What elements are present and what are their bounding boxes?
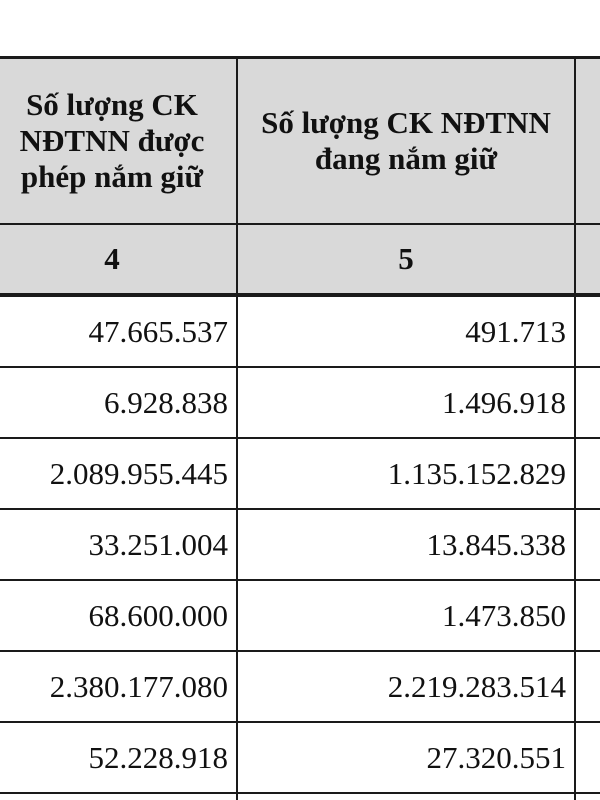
current-holding-cell: 13.845.338 (237, 509, 575, 580)
allowed-holding-cell (0, 793, 237, 800)
table-row (0, 367, 600, 438)
table-row (0, 295, 600, 367)
current-holding-cell: 27.320.551 (237, 722, 575, 793)
table-row (0, 651, 600, 722)
current-holding-cell: 2.219.283.514 (237, 651, 575, 722)
allowed-holding-cell: 47.665.537 (0, 295, 237, 367)
foreign-ownership-table (0, 56, 600, 800)
header-row (0, 58, 600, 225)
table-row (0, 580, 600, 651)
allowed-holding-cell: 2.380.177.080 (0, 651, 237, 722)
table-row (0, 438, 600, 509)
allowed-holding-cell: 33.251.004 (0, 509, 237, 580)
table-row (0, 722, 600, 793)
column-number-row (0, 224, 600, 295)
table-row (0, 793, 600, 800)
next-column-cell (575, 651, 600, 722)
current-holding-cell: 491.713 (237, 295, 575, 367)
current-holding-cell: 1.135.152.829 (237, 438, 575, 509)
allowed-holding-cell: 2.089.955.445 (0, 438, 237, 509)
allowed-holding-cell: 52.228.918 (0, 722, 237, 793)
current-holding-cell: 1.473.850 (237, 580, 575, 651)
next-column-cell (575, 295, 600, 367)
column-number-5: 5 (237, 224, 575, 295)
table-row (0, 509, 600, 580)
header-next-column (575, 58, 600, 225)
next-column-cell (575, 722, 600, 793)
next-column-cell (575, 367, 600, 438)
header-current-holding (237, 58, 575, 225)
next-column-cell (575, 438, 600, 509)
next-column-cell (575, 509, 600, 580)
header-allowed-holding-label: Số lượng CK NĐTNN được phép nắm giữ (19, 87, 205, 194)
column-number-6 (575, 224, 600, 295)
current-holding-cell (237, 793, 575, 800)
next-column-cell (575, 793, 600, 800)
header-current-holding-label: Số lượng CK NĐTNN đang nắm giữ (261, 105, 551, 176)
next-column-cell (575, 580, 600, 651)
current-holding-cell: 1.496.918 (237, 367, 575, 438)
header-allowed-holding (0, 58, 237, 225)
securities-table-wrapper (0, 56, 600, 800)
allowed-holding-cell: 6.928.838 (0, 367, 237, 438)
column-number-4: 4 (0, 224, 237, 295)
allowed-holding-cell: 68.600.000 (0, 580, 237, 651)
